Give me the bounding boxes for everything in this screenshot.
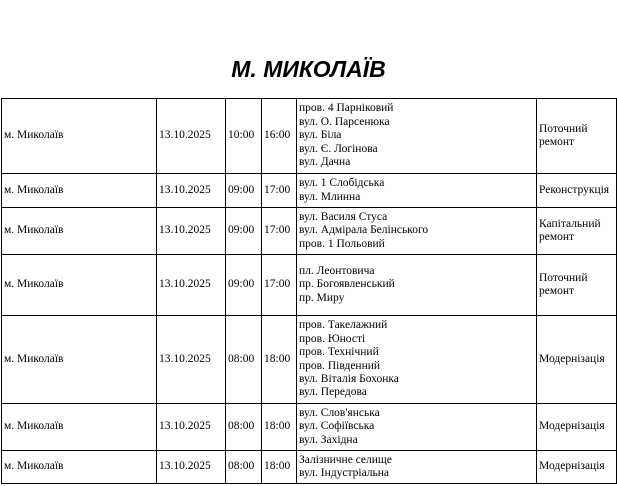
work-type-cell: Модернізація — [537, 404, 617, 451]
work-type-cell: Реконструкція — [537, 174, 617, 208]
date-cell: 13.10.2025 — [157, 174, 226, 208]
date-cell: 13.10.2025 — [157, 99, 226, 174]
work-type-cell: Модернізація — [537, 316, 617, 404]
city-cell: м. Миколаїв — [2, 255, 157, 316]
street-line: пров. 4 Парніковий — [299, 102, 394, 115]
street-line: вул. Є. Логінова — [299, 142, 378, 155]
table-row — [2, 208, 617, 255]
street-line: вул. Слов'янська — [299, 406, 380, 419]
city-cell: м. Миколаїв — [2, 208, 157, 255]
street-line: пров. Такелажний — [299, 319, 388, 332]
end-time-cell: 18:00 — [262, 451, 297, 484]
outage-schedule-table — [1, 98, 617, 484]
date-cell: 13.10.2025 — [157, 451, 226, 484]
end-time-cell: 16:00 — [262, 99, 297, 174]
start-time-cell: 09:00 — [226, 174, 262, 208]
table-row — [2, 174, 617, 208]
date-cell: 13.10.2025 — [157, 404, 226, 451]
date-cell: 13.10.2025 — [157, 316, 226, 404]
street-line: пл. Леонтовича — [299, 264, 375, 277]
street-line: вул. Віталія Бохонка — [299, 372, 399, 385]
street-line: вул. Дачна — [299, 156, 351, 169]
street-line: вул. Індустріальна — [299, 467, 390, 479]
table-row — [2, 255, 617, 316]
table-row — [2, 451, 617, 484]
streets-cell — [297, 99, 537, 174]
city-cell: м. Миколаїв — [2, 174, 157, 208]
streets-cell — [297, 404, 537, 451]
work-type-cell: Поточний ремонт — [537, 255, 617, 316]
start-time-cell: 09:00 — [226, 208, 262, 255]
street-line: вул. О. Парсенюка — [299, 115, 390, 128]
streets-cell — [297, 208, 537, 255]
page-title: М. МИКОЛАЇВ — [231, 56, 386, 82]
end-time-cell: 17:00 — [262, 208, 297, 255]
start-time-cell: 09:00 — [226, 255, 262, 316]
streets-cell — [297, 255, 537, 316]
streets-cell — [297, 451, 537, 484]
end-time-cell: 17:00 — [262, 174, 297, 208]
start-time-cell: 08:00 — [226, 451, 262, 484]
end-time-cell: 18:00 — [262, 316, 297, 404]
street-line: пров. Юності — [299, 332, 366, 345]
end-time-cell: 17:00 — [262, 255, 297, 316]
date-cell: 13.10.2025 — [157, 208, 226, 255]
start-time-cell: 10:00 — [226, 99, 262, 174]
street-line: Залізничне селище — [299, 453, 392, 466]
street-line: пров. Технічний — [299, 346, 379, 359]
work-type-cell: Поточний ремонт — [537, 99, 617, 174]
work-type-cell: Капітальний ремонт — [537, 208, 617, 255]
street-line: вул. Передова — [299, 386, 367, 399]
date-cell: 13.10.2025 — [157, 255, 226, 316]
work-type-cell: Модернізація — [537, 451, 617, 484]
street-line: пров. Південний — [299, 359, 381, 372]
city-cell: м. Миколаїв — [2, 404, 157, 451]
city-cell: м. Миколаїв — [2, 316, 157, 404]
street-line: вул. Західна — [299, 433, 358, 446]
street-line: вул. Адмірала Белінського — [299, 224, 429, 237]
table-row — [2, 316, 617, 404]
table-row — [2, 404, 617, 451]
city-cell: м. Миколаїв — [2, 451, 157, 484]
street-line: вул. Біла — [299, 129, 342, 142]
street-line: вул. Василя Стуса — [299, 210, 388, 223]
start-time-cell: 08:00 — [226, 404, 262, 451]
street-line: вул. Млинна — [299, 190, 361, 203]
start-time-cell: 08:00 — [226, 316, 262, 404]
streets-cell — [297, 174, 537, 208]
street-line: пр. Богоявленський — [299, 278, 395, 291]
street-line: вул. 1 Слобідська — [299, 177, 385, 190]
street-line: вул. Софіївська — [299, 420, 375, 433]
end-time-cell: 18:00 — [262, 404, 297, 451]
street-line: пров. 1 Польовий — [299, 237, 385, 250]
table-row — [2, 99, 617, 174]
city-cell: м. Миколаїв — [2, 99, 157, 174]
street-line: пр. Миру — [299, 291, 345, 304]
streets-cell — [297, 316, 537, 404]
